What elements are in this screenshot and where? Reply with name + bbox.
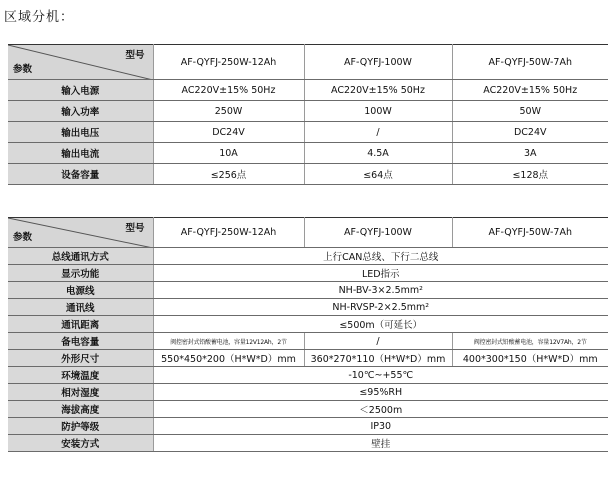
cell-value: 400*300*150（H*W*D）mm	[452, 350, 608, 367]
row-label: 海拔高度	[8, 401, 153, 418]
cell-value: 360*270*110（H*W*D）mm	[304, 350, 452, 367]
table-row	[8, 122, 608, 143]
row-label: 输出电流	[8, 143, 153, 164]
table-row	[8, 282, 608, 299]
table-row	[8, 350, 608, 367]
cell-value: ＜2500m	[153, 401, 608, 418]
row-label: 通讯线	[8, 299, 153, 316]
table-row	[8, 316, 608, 333]
cell-value: 550*450*200（H*W*D）mm	[153, 350, 304, 367]
row-label: 电源线	[8, 282, 153, 299]
table-row	[8, 80, 608, 101]
spec-table-detailed	[8, 217, 608, 452]
table-row	[8, 101, 608, 122]
cell-value: DC24V	[452, 122, 608, 143]
model-header: AF-QYFJ-250W-12Ah	[153, 218, 304, 248]
cell-value: 50W	[452, 101, 608, 122]
cell-value: ≤64点	[304, 164, 452, 185]
cell-value: ≤128点	[452, 164, 608, 185]
model-header: AF-QYFJ-100W	[304, 218, 452, 248]
row-label: 设备容量	[8, 164, 153, 185]
row-label: 总线通讯方式	[8, 248, 153, 265]
cell-value: 3A	[452, 143, 608, 164]
table-row	[8, 265, 608, 282]
model-header: AF-QYFJ-50W-7Ah	[452, 45, 608, 80]
row-label: 环境温度	[8, 367, 153, 384]
corner-header-cell	[8, 218, 153, 248]
cell-value: ≤256点	[153, 164, 304, 185]
row-label: 外形尺寸	[8, 350, 153, 367]
cell-value: 上行CAN总线、下行二总线	[153, 248, 608, 265]
model-header: AF-QYFJ-100W	[304, 45, 452, 80]
cell-value: NH-RVSP-2×2.5mm²	[153, 299, 608, 316]
row-label: 输入电源	[8, 80, 153, 101]
row-label: 备电容量	[8, 333, 153, 350]
table-header-row	[8, 218, 608, 248]
table-row	[8, 401, 608, 418]
cell-value: /	[304, 122, 452, 143]
row-label: 输入功率	[8, 101, 153, 122]
cell-value: IP30	[153, 418, 608, 435]
cell-value: 10A	[153, 143, 304, 164]
cell-value: /	[304, 333, 452, 350]
cell-value: 100W	[304, 101, 452, 122]
section-title: 区域分机：	[4, 10, 75, 25]
cell-value: 250W	[153, 101, 304, 122]
cell-value: -10℃~+55℃	[153, 367, 608, 384]
table-row	[8, 435, 608, 452]
cell-value: AC220V±15% 50Hz	[452, 80, 608, 101]
corner-param-label: 参数	[13, 64, 33, 75]
corner-model-label: 型号	[125, 223, 145, 234]
cell-value: NH-BV-3×2.5mm²	[153, 282, 608, 299]
cell-value: ≤500m（可延长）	[153, 316, 608, 333]
row-label: 输出电压	[8, 122, 153, 143]
spec-table-basic	[8, 44, 608, 185]
model-header: AF-QYFJ-250W-12Ah	[153, 45, 304, 80]
table-row	[8, 367, 608, 384]
corner-param-label: 参数	[13, 232, 33, 243]
cell-value: ≤95%RH	[153, 384, 608, 401]
corner-model-label: 型号	[125, 50, 145, 61]
cell-value: LED指示	[153, 265, 608, 282]
row-label: 通讯距离	[8, 316, 153, 333]
cell-value: DC24V	[153, 122, 304, 143]
row-label: 相对湿度	[8, 384, 153, 401]
row-label: 防护等级	[8, 418, 153, 435]
row-label: 显示功能	[8, 265, 153, 282]
cell-value: 4.5A	[304, 143, 452, 164]
table-row	[8, 143, 608, 164]
table-row	[8, 384, 608, 401]
table-row	[8, 299, 608, 316]
table-row	[8, 164, 608, 185]
corner-header-cell	[8, 45, 153, 80]
cell-value: AC220V±15% 50Hz	[153, 80, 304, 101]
cell-value: 阀控密封式铅酸蓄电池，容量12V7Ah，2节	[452, 333, 608, 350]
table-row	[8, 333, 608, 350]
row-label: 安装方式	[8, 435, 153, 452]
table-header-row	[8, 45, 608, 80]
cell-value: 阀控密封式铅酸蓄电池，容量12V12Ah，2节	[153, 333, 304, 350]
table-row	[8, 248, 608, 265]
model-header: AF-QYFJ-50W-7Ah	[452, 218, 608, 248]
table-row	[8, 418, 608, 435]
cell-value: AC220V±15% 50Hz	[304, 80, 452, 101]
cell-value: 壁挂	[153, 435, 608, 452]
